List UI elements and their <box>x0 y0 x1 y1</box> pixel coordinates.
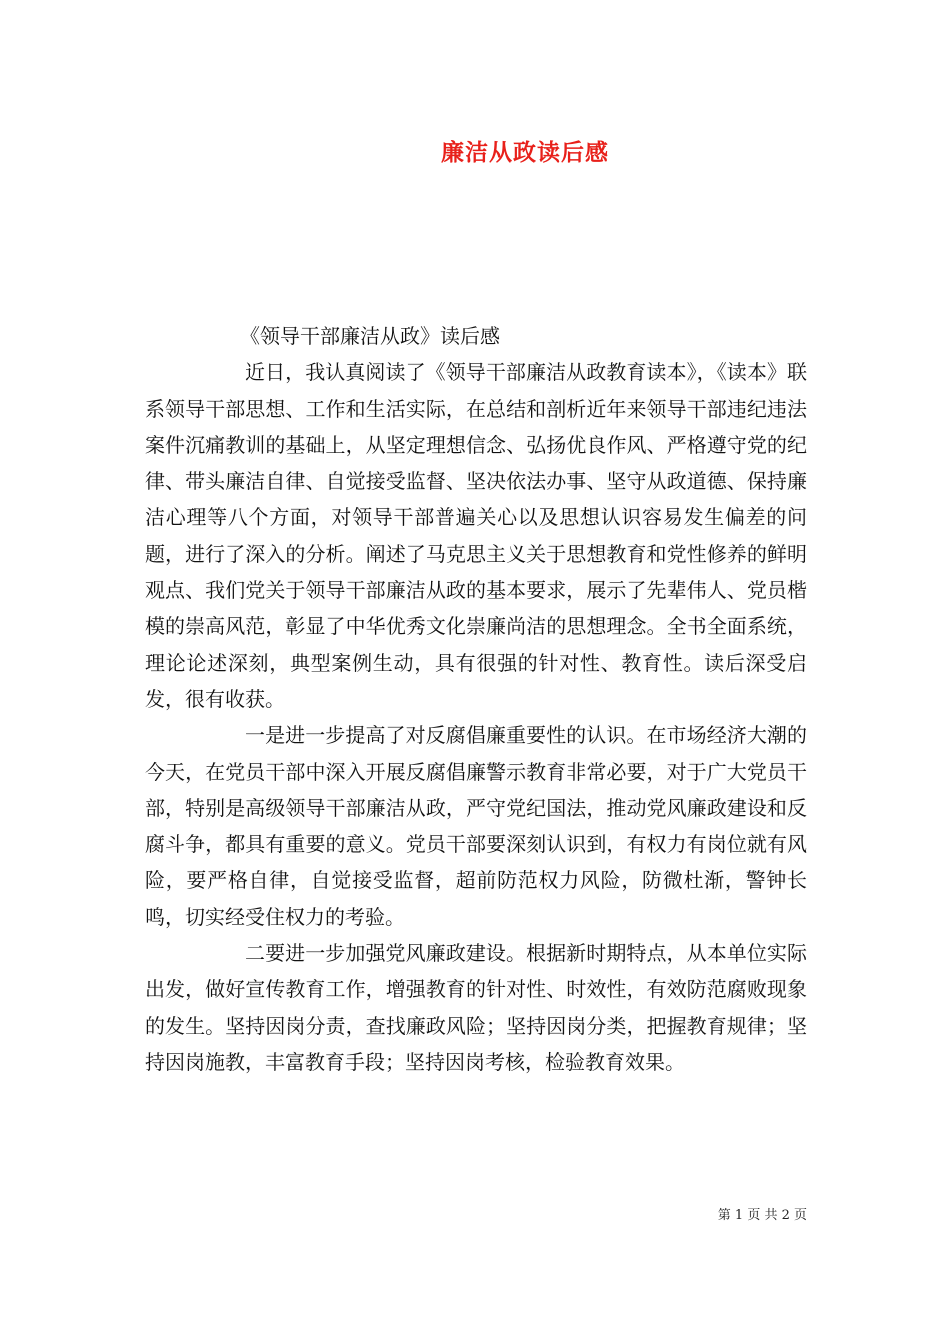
paragraph-1: 近日，我认真阅读了《领导干部廉洁从政教育读本》，《读本》联系领导干部思想、工作和生活实际，在总结和剖析近年来领导干部违纪违法案件沉痛教训的基础上，从坚定理想信念、弘扬优良作风、严格遵守党的纪律、带头廉洁自律、自觉接受监督、坚决依法办事、坚守从政道德、保持廉洁心理等八个方面，对领导干部普遍关心以及思想认识容易发生偏差的问题，进行了深入的分析。阐述了马克思主义关于思想教育和党性修养的鲜明观点、我们党关于领导干部廉洁从政的基本要求，展示了先辈伟人、党员楷模的崇高风范，彰显了中华优秀文化崇廉尚洁的思想理念。全书全面系统，理论论述深刻，典型案例生动，具有很强的针对性、教育性。读后深受启发，很有收获。 <box>145 360 807 711</box>
paragraph-3: 二要进一步加强党风廉政建设。根据新时期特点，从本单位实际出发，做好宣传教育工作，增强教育的针对性、时效性，有效防范腐败现象的发生。坚持因岗分责，查找廉政风险；坚持因岗分类，把握教育规律；坚持因岗施教，丰富教育手段；坚持因岗考核，检验教育效果。 <box>145 941 807 1074</box>
document-subtitle: 《领导干部廉洁从政》读后感 <box>240 324 500 348</box>
page-title: 廉洁从政读后感 <box>441 139 609 166</box>
page-number-footer: 第 1 页 共 2 页 <box>717 1208 807 1223</box>
document-body <box>145 318 807 1080</box>
paragraph-2: 一是进一步提高了对反腐倡廉重要性的认识。在市场经济大潮的今天，在党员干部中深入开展反腐倡廉警示教育非常必要，对于广大党员干部，特别是高级领导干部廉洁从政，严守党纪国法，推动党风廉政建设和反腐斗争，都具有重要的意义。党员干部要深刻认识到，有权力有岗位就有风险，要严格自律，自觉接受监督，超前防范权力风险，防微杜渐，警钟长鸣，切实经受住权力的考验。 <box>145 723 807 929</box>
